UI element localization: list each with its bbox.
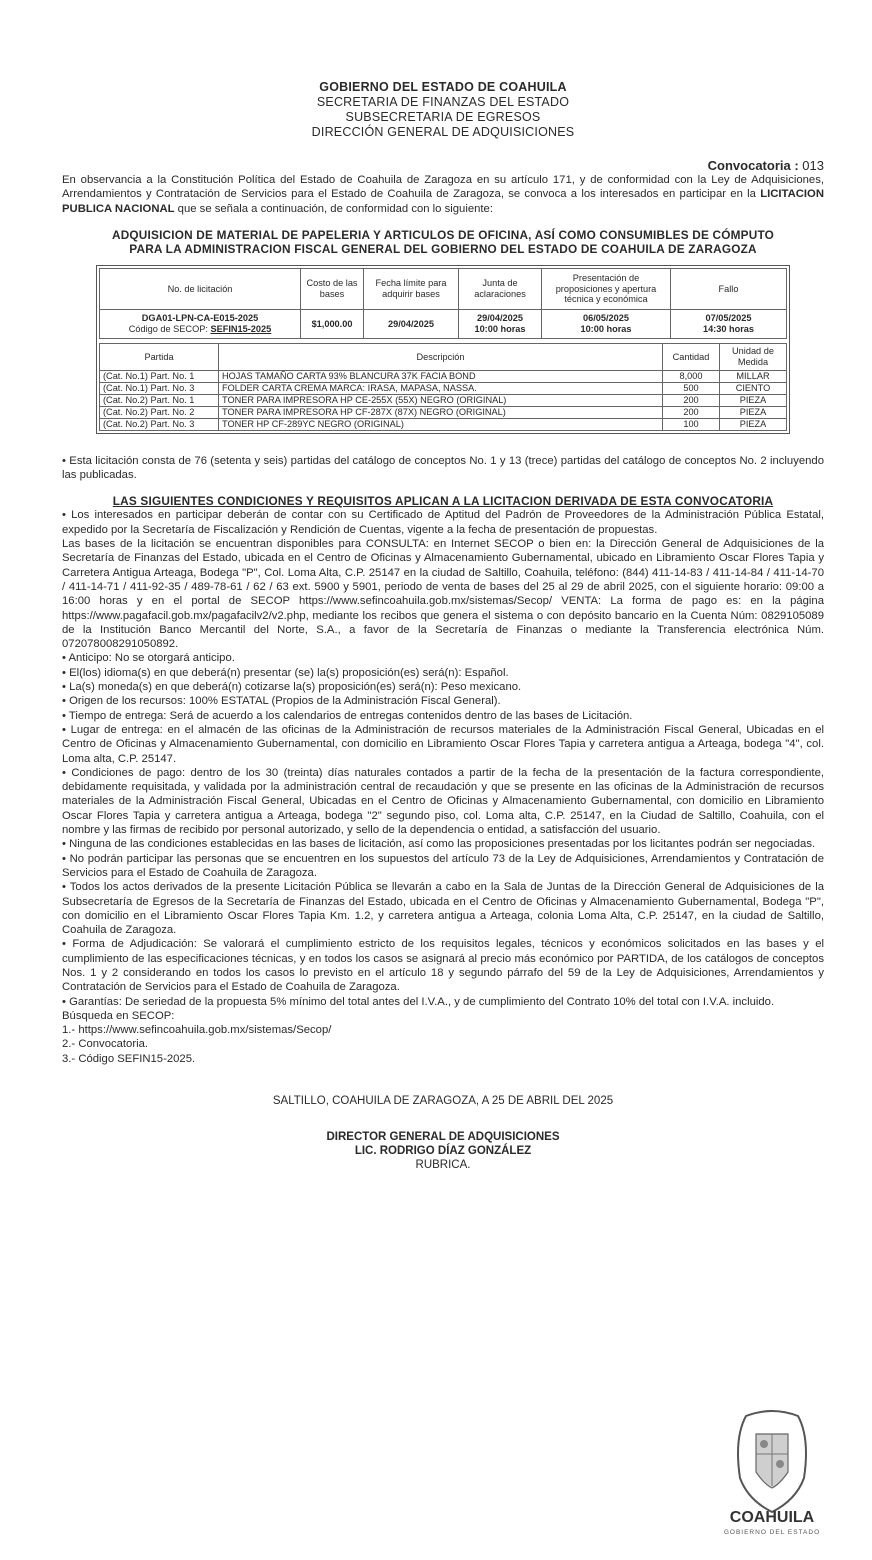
unidad-cell: MILLAR [720,370,787,382]
condition-paragraph: • Todos los actos derivados de la presente Licitación Pública se llevarán a cabo en la Sala de Juntas de la Dirección General de Adquisiciones de la Subsecretaría de Egresos de la Secretaría de Finanzas del Estado, ubicada en el Centro de Oficinas y Almacenamiento Gubernamental, Bodega "P", con domicilio en el Libramiento Oscar Flores Tapia Km. 1.2, y carretera antigua a Arteaga, colonia Loma Alta, C.P. 25147, en la ciudad de Saltillo, Coahuila de Zaragoza. [62,881,824,937]
condition-paragraph: • Anticipo: No se otorgará anticipo. [62,652,235,665]
signature-note: RUBRICA. [415,1159,471,1172]
tender-schedule-table [99,268,787,339]
signature-block [62,1130,824,1172]
cantidad-cell: 8,000 [663,370,720,382]
junta-fecha: 29/04/2025 [477,313,523,324]
tender-title-line1: ADQUISICION DE MATERIAL DE PAPELERIA Y ARTICULOS DE OFICINA, ASÍ COMO CONSUMIBLES DE CÓMPUTO [111,227,775,242]
header-unidad: Unidad de Medida [720,343,787,370]
fallo-hora: 14:30 horas [702,323,755,334]
signer-position: DIRECTOR GENERAL DE ADQUISICIONES [326,1131,560,1144]
unidad-cell: PIEZA [720,406,787,418]
header-presentacion: Presentación de proposiciones y apertura técnica y económica [542,268,671,309]
tender-tables [96,265,790,434]
partidas-note: • Esta licitación consta de 76 (setenta y seis) partidas del catálogo de conceptos No. 1 y 13 (trece) partidas del catálogo de conceptos No. 2 incluyendo las publicadas. [62,454,824,482]
fallo-fecha: 07/05/2025 [705,313,752,324]
condition-paragraph: • Origen de los recursos: 100% ESTATAL (Propios de la Administración Fiscal General). [62,695,501,708]
items-table [99,343,787,431]
descripcion-cell: FOLDER CARTA CREMA MARCA: IRASA, MAPASA, NASSA. [219,382,663,394]
junta-cell [459,309,542,338]
convocatoria-value: 013 [802,158,824,173]
government-name: GOBIERNO DEL ESTADO DE COAHUILA [319,80,567,94]
condition-paragraph: • Tiempo de entrega: Será de acuerdo a los calendarios de entregas contenidos dentro de las bases de Licitación. [62,709,633,722]
presentacion-cell [542,309,671,338]
partida-cell: (Cat. No.1) Part. No. 1 [100,370,219,382]
header-costo: Costo de las bases [301,268,364,309]
conditions-list [62,508,824,1008]
header-fecha-limite: Fecha límite para adquirir bases [364,268,459,309]
cantidad-cell: 100 [663,418,720,430]
cantidad-cell: 200 [663,394,720,406]
document-page [62,80,824,1172]
schedule-row [100,309,787,338]
signer-name: LIC. RODRIGO DÍAZ GONZÁLEZ [354,1145,532,1158]
cantidad-cell: 500 [663,382,720,394]
tender-title-line2: PARA LA ADMINISTRACION FISCAL GENERAL DEL GOBIERNO DEL ESTADO DE COAHUILA DE ZARAGOZA [129,242,757,257]
unidad-cell: PIEZA [720,418,787,430]
logo-subtitle: GOBIERNO DEL ESTADO [723,1529,821,1536]
table-row [100,394,787,406]
intro-text-2: que se señala a continuación, de conformidad con lo siguiente: [174,202,493,215]
unidad-cell: CIENTO [720,382,787,394]
coat-of-arms-icon [716,1408,828,1538]
intro-paragraph [62,173,824,216]
partida-cell: (Cat. No.2) Part. No. 2 [100,406,219,418]
secop-code: SEFIN15-2025 [210,323,272,334]
secop-label: Código de SECOP: [128,323,208,334]
header-fallo: Fallo [671,268,787,309]
partida-cell: (Cat. No.2) Part. No. 3 [100,418,219,430]
condition-paragraph: • Forma de Adjudicación: Se valorará el cumplimiento estricto de los requisitos legales, técnicos y económicos solicitados en las bases y el cumplimiento de las especificaciones técnicas, y en todos los casos se asignará al precio más económico por PARTIDA, de los catálogos de conceptos Nos. 1 y 2 considerando en todos los casos lo previsto en el artículo 18 y segundo párrafo del 59 de la Ley de Adquisiciones, Arrendamientos y Contratación de Servicios para el Estado de Coahuila de Zaragoza. [62,938,824,994]
header-descripcion: Descripción [219,343,663,370]
junta-hora: 10:00 horas [474,323,526,334]
place-date: SALTILLO, COAHUILA DE ZARAGOZA, A 25 DE ABRIL DEL 2025 [272,1095,614,1108]
licitacion-cell [100,309,301,338]
descripcion-cell: TONER PARA IMPRESORA HP CF-287X (87X) NEGRO (ORIGINAL) [219,406,663,418]
condition-paragraph: • Condiciones de pago: dentro de los 30 (treinta) días naturales contados a partir de la fecha de la presentación de la factura correspondiente, debidamente requisitada, y validada por la administración central de recaudación y que se presente en las oficinas de la Administración de recursos materiales de la Administración Fiscal General, Ubicadas en el Centro de Oficinas y Almacenamiento Gubernamental, con domicilio en Libramiento Oscar Flores Tapia y carretera antigua a Arteaga, bodega "2" segundo piso, col. Loma alta, C.P. 25147, en la Ciudad de Saltillo, Coahuila, con el nombre y las firmas de recibido por personal autorizado, y sello de la dependencia o entidad, a satisfacción del usuario. [62,766,824,837]
secop-step-2: 2.- Convocatoria. [62,1038,149,1051]
partida-cell: (Cat. No.2) Part. No. 1 [100,394,219,406]
intro-text-1: En observancia a la Constitución Política del Estado de Coahuila de Zaragoza en su artículo 171, y de conformidad con la Ley de Adquisiciones, Arrendamientos y Contratación de Servicios para el Estado de Coahuila de Zaragoza, se convoca a los interesados en participar en la [62,174,824,201]
header-cantidad: Cantidad [663,343,720,370]
condition-paragraph: • Garantías: De seriedad de la propuesta 5% mínimo del total antes del I.V.A., y de cumplimiento del Contrato 10% del total con I.V.A. incluido. [62,995,775,1008]
direccion-name: DIRECCIÓN GENERAL DE ADQUISICIONES [311,125,575,139]
secop-search-steps [62,1009,824,1066]
table-row [100,382,787,394]
fecha-limite-cell: 29/04/2025 [364,309,459,338]
condition-paragraph: • La(s) moneda(s) en que deberá(n) cotizarse la(s) proposición(es) será(n): Peso mexicano. [62,681,522,694]
unidad-cell: PIEZA [720,394,787,406]
descripcion-cell: TONER HP CF-289YC NEGRO (ORIGINAL) [219,418,663,430]
convocatoria-number [62,158,824,173]
document-header [62,80,824,140]
header-partida: Partida [100,343,219,370]
secop-step-1: 1.- https://www.sefincoahuila.gob.mx/sistemas/Secop/ [62,1024,332,1037]
costo-cell: $1,000.00 [301,309,364,338]
cantidad-cell: 200 [663,406,720,418]
header-licitacion: No. de licitación [100,268,301,309]
table-row [100,370,787,382]
condition-paragraph: Las bases de la licitación se encuentran disponibles para CONSULTA: en Internet SECOP o bien en: la Dirección General de Adquisiciones de la Secretaría de Finanzas del Estado, ubicada en el Centro de Oficinas y Almacenamiento Gubernamental, ubicado en Libramiento Oscar Flores Tapia y Carretera Antigua Arteaga, Bodega "P", Col. Loma Alta, C.P. 25147 en la ciudad de Saltillo, Coahuila, teléfono: (844) 411-14-83 / 411-14-84 / 411-14-70 / 411-14-71 / 411-92-35 / 489-78-61 / 62 / 63 ext. 5900 y 5901, periodo de venta de bases del 25 al 29 de abril 2025, con el siguiente horario: 09:00 a 16:00 horas y en el portal de SECOP https://www.sefincoahuila.gob.mx/sistemas/Secop/ VENTA: La forma de pago es: en la página https://www.pagafacil.gob.mx/pagafacilv2/v2.php, mediante los recibos que genera el sistema o con depósito bancario en la Cuenta Núm: 0829105089 de la Institución Banco Mercantil del Norte, S.A., a favor de la Secretaría de Finanzas o mediante la Transferencia electrónica Núm. 072078008291050892. [62,538,824,651]
coahuila-logo [716,1408,828,1538]
secop-search-title: Búsqueda en SECOP: [62,1009,175,1022]
tender-title [62,228,824,257]
header-junta: Junta de aclaraciones [459,268,542,309]
condition-paragraph: • Ninguna de las condiciones establecidas en las bases de licitación, así como las proposiciones presentadas por los licitantes podrán ser negociadas. [62,838,816,851]
table-row [100,418,787,430]
condition-paragraph: • No podrán participar las personas que se encuentren en los supuestos del artículo 73 de la Ley de Adquisiciones, Arrendamientos y Contratación de Servicios para el Estado de Coahuila de Zaragoza. [62,852,824,879]
convocatoria-label: Convocatoria : [707,158,799,173]
descripcion-cell: HOJAS TAMAÑO CARTA 93% BLANCURA 37K FACIA BOND [219,370,663,382]
presentacion-hora: 10:00 horas [580,323,632,334]
logo-name: COAHUILA [729,1509,815,1526]
condition-paragraph: • Lugar de entrega: en el almacén de las oficinas de la Administración de recursos materiales de la Administración Fiscal General, Ubicadas en el Centro de Oficinas y Almacenamiento Gubernamental, con domicilio en Libramiento Oscar Flores Tapia y carretera antigua a Arteaga, bodega "4", col. Loma alta, C.P. 25147. [62,723,824,765]
table-row [100,406,787,418]
secretaria-name: SECRETARIA DE FINANZAS DEL ESTADO [316,95,570,109]
partida-cell: (Cat. No.1) Part. No. 3 [100,382,219,394]
condition-paragraph: • Los interesados en participar deberán de contar con su Certificado de Aptitud del Padrón de Proveedores de la Administración Pública Estatal, expedido por la Secretaría de Fiscalización y Rendición de Cuentas, vigente a la fecha de presentación de propuestas. [62,509,824,536]
secop-step-3: 3.- Código SEFIN15-2025. [62,1052,196,1065]
subsecretaria-name: SUBSECRETARIA DE EGRESOS [345,110,541,124]
intro-bold: LICITACION PUBLICA NACIONAL [62,188,824,215]
conditions-heading: LAS SIGUIENTES CONDICIONES Y REQUISITOS APLICAN A LA LICITACION DERIVADA DE ESTA CONVOCATORIA [112,494,774,509]
presentacion-fecha: 06/05/2025 [583,313,629,324]
descripcion-cell: TONER PARA IMPRESORA HP CE-255X (55X) NEGRO (ORIGINAL) [219,394,663,406]
licitacion-number: DGA01-LPN-CA-E015-2025 [141,313,259,324]
fallo-cell [671,309,787,338]
condition-paragraph: • El(los) idioma(s) en que deberá(n) presentar (se) la(s) proposición(es) será(n): Español. [62,666,509,679]
